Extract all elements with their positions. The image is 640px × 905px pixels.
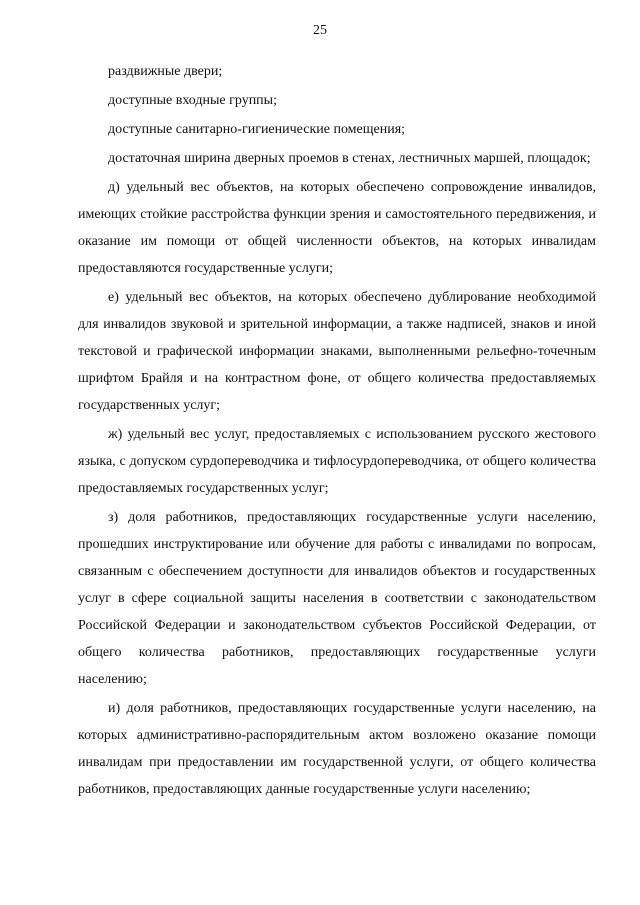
paragraph: доступные входные группы; bbox=[108, 93, 277, 108]
document-body bbox=[78, 58, 596, 805]
paragraph: и) доля работников, предоставляющих государственные услуги населению, на которых административно-распорядительным актом возложено оказание помощи инвалидам при предоставлении им государственной услуги, от общего количества работников, предоставляющих данные государственные услуги населению; bbox=[78, 701, 596, 797]
paragraph: е) удельный вес объектов, на которых обеспечено дублирование необходимой для инвалидов звуковой и зрительной информации, а также надписей, знаков и иной текстовой и графической информации знаками, выполненными рельефно-точечным шрифтом Брайля и на контрастном фоне, от общего количества предоставляемых государственных услуг; bbox=[78, 290, 596, 413]
paragraph: з) доля работников, предоставляющих государственные услуги населению, прошедших инструктирование или обучение для работы с инвалидами по вопросам, связанным с обеспечением доступности для инвалидов объектов и государственных услуг в сфере социальной защиты населения в соответствии с законодательством Российской Федерации и законодательством субъектов Российской Федерации, от общего количества работников, предоставляющих государственные услуги населению; bbox=[78, 510, 596, 687]
paragraph: д) удельный вес объектов, на которых обеспечено сопровождение инвалидов, имеющих стойкие расстройства функции зрения и самостоятельного передвижения, и оказание им помощи от общей численности объектов, на которых инвалидам предоставляются государственные услуги; bbox=[78, 180, 596, 276]
paragraph: ж) удельный вес услуг, предоставляемых с использованием русского жестового языка, с допуском сурдопереводчика и тифлосурдопереводчика, от общего количества предоставляемых государственных услуг; bbox=[78, 427, 596, 496]
paragraph: достаточная ширина дверных проемов в стенах, лестничных маршей, площадок; bbox=[108, 151, 591, 166]
page-number: 25 bbox=[313, 23, 327, 38]
paragraph: доступные санитарно-гигиенические помещения; bbox=[108, 122, 406, 137]
paragraph: раздвижные двери; bbox=[108, 64, 223, 79]
